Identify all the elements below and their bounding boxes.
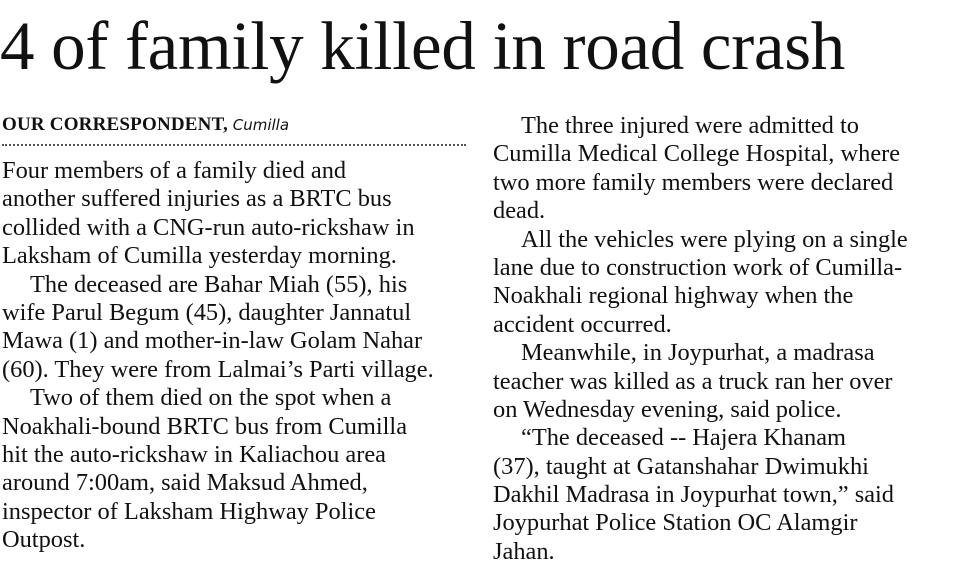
body-line: Meanwhile, in Joypurhat, a madrasa xyxy=(521,339,875,367)
body-line: (37), taught at Gatanshahar Dwimukhi xyxy=(493,452,869,480)
body-line: The three injured were admitted to xyxy=(521,112,859,139)
body-line: (60). They were from Lalmai’s Parti village. xyxy=(2,355,434,383)
body-line: inspector of Laksham Highway Police xyxy=(2,497,376,525)
body-line: Cumilla Medical College Hospital, where xyxy=(493,140,901,168)
right-column xyxy=(493,112,955,566)
byline xyxy=(2,112,472,138)
headline: 4 of family killed in road crash xyxy=(0,8,845,84)
body-line: Noakhali-bound BRTC bus from Cumilla xyxy=(2,412,408,440)
body-line: Two of them died on the spot when a xyxy=(30,384,392,412)
body-line: another suffered injuries as a BRTC bus xyxy=(2,185,392,213)
body-line: on Wednesday evening, said police. xyxy=(493,395,842,423)
body-line: Jahan. xyxy=(493,537,555,565)
body-line: Dakhil Madrasa in Joypurhat town,” said xyxy=(493,481,895,509)
body-line: Noakhali regional highway when the xyxy=(493,282,854,310)
body-line: hit the auto-rickshaw in Kaliachou area xyxy=(2,440,386,468)
body-line: Outpost. xyxy=(2,526,86,554)
body-line: lane due to construction work of Cumilla- xyxy=(493,253,903,281)
body-line: Joypurhat Police Station OC Alamgir xyxy=(493,509,858,537)
left-column xyxy=(2,112,472,554)
body-line: Four members of a family died and xyxy=(2,157,347,184)
body-line: dead. xyxy=(493,197,546,225)
body-line: accident occurred. xyxy=(493,310,672,338)
body-line: two more family members were declared xyxy=(493,168,894,196)
body-line: around 7:00am, said Maksud Ahmed, xyxy=(2,469,368,497)
body-line: Laksham of Cumilla yesterday morning. xyxy=(2,242,397,270)
body-line: teacher was killed as a truck ran her over xyxy=(493,367,893,395)
byline-name: OUR CORRESPONDENT, xyxy=(2,114,228,135)
body-line: Mawa (1) and mother-in-law Golam Nahar xyxy=(2,327,423,355)
body-line: “The deceased -- Hajera Khanam xyxy=(521,424,847,452)
byline-place: Cumilla xyxy=(232,116,290,134)
body-line: The deceased are Bahar Miah (55), his xyxy=(30,270,408,298)
dotted-divider xyxy=(2,144,466,146)
body-line: wife Parul Begum (45), daughter Jannatul xyxy=(2,298,412,326)
body-line: collided with a CNG-run auto-rickshaw in xyxy=(2,213,415,241)
body-line: All the vehicles were plying on a single xyxy=(521,225,908,253)
